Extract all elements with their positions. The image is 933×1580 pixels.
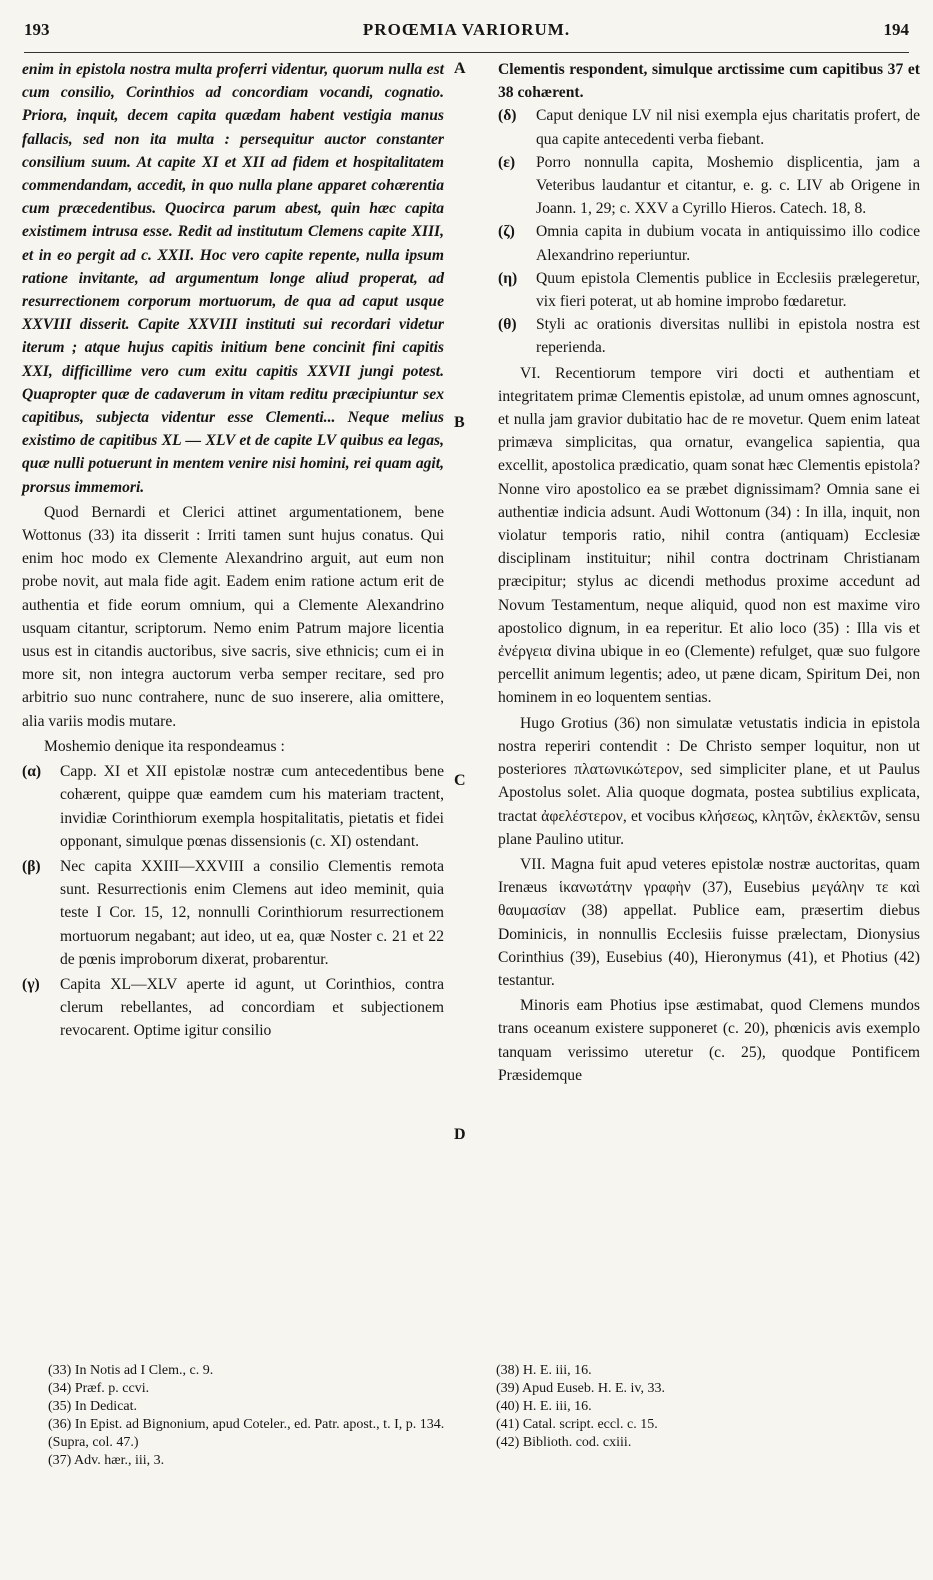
- footnote: (36) In Epist. ad Bignonium, apud Coteler., ed. Patr. apost., t. I, p. 134. (Supra, col. 47.): [48, 1417, 445, 1450]
- footnote: (41) Catal. script. eccl. c. 15.: [496, 1417, 658, 1432]
- item-text: Styli ac orationis diversitas nullibi in epistola nostra est reperienda.: [536, 316, 920, 357]
- marginal-letter-a: A: [454, 60, 466, 77]
- item-text: Omnia capita in dubium vocata in antiquissimo illo codice Alexandrino reperiuntur.: [536, 223, 920, 264]
- footnotes-left: [48, 1362, 468, 1470]
- left-item-alpha: [22, 760, 444, 853]
- item-text: Capp. XI et XII epistolæ nostræ cum antecedentibus bene cohærent, quippe quæ eamdem cum his materiam tractent, invidiæ Corinthiorum exempla hospitalitatis, pietatis et fidei opponant, simulque pœnas dissensionis (c. XI) ostendant.: [60, 763, 444, 850]
- marginal-letter-d: D: [454, 1126, 466, 1143]
- page-number-left: 193: [24, 20, 50, 39]
- right-column: [498, 58, 920, 1087]
- right-item-zeta: [498, 220, 920, 266]
- right-continuation: Clementis respondent, simulque arctissime cum capitibus 37 et 38 cohærent.: [498, 61, 920, 102]
- item-label: (ε): [498, 153, 516, 171]
- right-item-eta: [498, 267, 920, 313]
- page-header: [24, 14, 909, 44]
- footnote: (42) Biblioth. cod. cxiii.: [496, 1435, 632, 1450]
- section-vi-grotius: Hugo Grotius (36) non simulatæ vetustatis indicia in epistola nostra reperiri contendit : De Christo semper loquitur, non ut posteriores πλατωνικώτερον, sed simpliciter plane, et ut Paulus Apostolus solet. Alia quoque dogmata, postea subtilius explicata, tractat ἀφελέστερον, et vocibus κλήσεως, κλητῶν, ἐκλεκτῶν, sensu plane Paulino utitur.: [498, 714, 920, 848]
- left-paragraph-3: Moshemio denique ita respondeamus :: [44, 737, 285, 755]
- item-text: Nec capita XXIII—XXVIII a consilio Clementis remota sunt. Resurrectionis enim Clemens aut ideo meminit, quia teste I Cor. 15, 12, nonnulli Corinthiorum resurrectionem mortuorum negabant; aut ideo, ut ea, quæ Noster c. 21 et 22 de pœnis improborum dixerat, probarentur.: [60, 857, 444, 968]
- right-item-delta: [498, 104, 920, 150]
- section-vii-photius: Minoris eam Photius ipse æstimabat, quod Clemens mundos trans oceanum existere supponeret (c. 20), phœnicis avis exemplo tanquam verissimo uteretur (c. 25), quodque Pontificem Præsidemque: [498, 997, 920, 1084]
- item-label: (α): [22, 763, 42, 781]
- item-text: Quum epistola Clementis publice in Ecclesiis prælegeretur, vix fieri poterat, ut ab homine improbo fœdaretur.: [536, 269, 920, 311]
- item-text: Capita XL—XLV aperte id agunt, ut Corinthios, contra clerum rebellantes, ad concordiam et subjectionem revocarent. Optime igitur consilio: [60, 975, 444, 1040]
- left-item-gamma: [22, 973, 444, 1043]
- item-label: (ζ): [498, 223, 515, 241]
- header-rule: [24, 52, 909, 53]
- marginal-letter-b: B: [454, 414, 465, 431]
- left-column: [22, 58, 444, 1043]
- item-label: (η): [498, 269, 518, 287]
- footnotes-right: [496, 1362, 916, 1452]
- item-label: (δ): [498, 107, 517, 125]
- item-text: Porro nonnulla capita, Moshemio displicentia, jam a Veteribus laudantur et citantur, e. g. c. LIV ab Origene in Joann. 1, 29; c. XXV a Cyrillo Hieros. Catech. 18, 8.: [536, 153, 920, 218]
- left-item-beta: [22, 855, 444, 971]
- footnote: (34) Præf. p. ccvi.: [48, 1381, 150, 1396]
- item-label: (γ): [22, 975, 40, 993]
- footnote: (37) Adv. hær., iii, 3.: [48, 1453, 165, 1468]
- item-label: (θ): [498, 316, 517, 334]
- item-text: Caput denique LV nil nisi exempla ejus charitatis profert, de qua capite antecedenti verba fiebant.: [536, 107, 920, 148]
- footnote: (39) Apud Euseb. H. E. iv, 33.: [496, 1381, 666, 1396]
- footnote: (33) In Notis ad I Clem., c. 9.: [48, 1363, 214, 1378]
- running-title: PROŒMIA VARIORUM.: [362, 20, 571, 39]
- left-paragraph-2: Quod Bernardi et Clerici attinet argumentationem, bene Wottonus (33) ita disserit : Irriti tamen sunt hujus conatus. Qui enim hoc modo ex Clemente Alexandrino arguit, aut eum non probe novit, aut mala fide agit. Eadem enim ratione actum erit de authentia et fide eorum omnium, qui a Clemente Alexandrino usquam citantur, scriptorum. Nemo enim Patrum majore licentia usus est in citandis auctoribus, sive sacris, sive ethnicis; cum ei in more sit, non integra auctorum verba semper recitare, sed pro arbitrio suo nunc contrahere, nunc de suo inserere, alia omittere, alia variis modis mutare.: [22, 503, 444, 730]
- item-label: (β): [22, 857, 41, 875]
- footnote: (35) In Dedicat.: [48, 1399, 138, 1414]
- right-item-theta: [498, 313, 920, 359]
- page-number-right: 194: [883, 20, 909, 39]
- left-paragraph-1: enim in epistola nostra multa proferri videntur, quorum nulla est cum consilio, Corinthios ad concordiam vocandi, cognatio. Priora, inquit, decem capita quædam habent vestigia manus fallacis, sed non ita multa : persequitur auctor constanter consilium suum. At capite XI et XII ad fidem et hospitalitatem commendandam, accedit, in quo nulla plane apparet cohærentia cum præcedentibus. Quocirca parum abest, quin hæc capita existimem intrusa esse. Redit ad institutum Clemens capite XIII, et in eo pergit ad c. XXII. Hoc vero capite repente, nulla ipsum ratione invitante, ad argumentum longe aliud properat, ad resurrectionem corporum mortuorum, de qua ad caput usque XXVIII disserit. Capite XXVIII instituti sui recordari videtur iterum ; atque hujus capitis initium bene concinit fini capitis XXI, difficillime vero cum exitu capitis XXVII jungi potest. Quapropter quæ de cadaverum in vitam reditu præcipiuntur sex capitibus, subjecta videntur esse Clementi... Neque melius existimo de capitibus XL — XLV et de capite LV quibus ea legas, quæ nulli potuerunt in mentem venire nisi homini, rei quam agit, prorsus immemori.: [22, 61, 444, 496]
- footnote: (40) H. E. iii, 16.: [496, 1399, 592, 1414]
- right-item-epsilon: [498, 151, 920, 221]
- section-vi: VI. Recentiorum tempore viri docti et authentiam et integritatem primæ Clementis epistolæ, ad unum omnes agnoscunt, et nulla jam gravior dubitatio hac de re movetur. Quem enim lateat primæva simplicitas, qua ornatur, evangelica sapientia, qua excellit, apostolica prædicatio, quam sonat hæc Clementis epistola? Nonne viro apostolico ea se præbet dignissimam? Omnia sane ei authentiæ indicia adsunt. Audi Wottonum (34) : In illa, inquit, non violatur temporis ratio, nihil contra (antiquam) Ecclesiæ disciplinam instituitur; nihil contra doctrinam Christianam præcipitur; stylus ac dicendi methodus proxime accedunt ad Novum Testamentum, neque aliquid, quod non est maxime viro apostolico dignum, in ea reperitur. Et alio loco (35) : Illa vis et ἐνέργεια divina ubique in eo (Clemente) refulget, quæ suo fulgore percellit animum legentis; adeo, ut pæne dicam, Spiritum Dei, non hominem in eo loquentem sentias.: [498, 364, 920, 707]
- footnote: (38) H. E. iii, 16.: [496, 1363, 592, 1378]
- marginal-letter-c: C: [454, 772, 466, 789]
- section-vii: VII. Magna fuit apud veteres epistolæ nostræ auctoritas, quam Irenæus ἱκανωτάτην γραφὴν (37), Eusebius μεγάλην τε καὶ θαυμασίαν (38) appellat. Publice eam, præsertim diebus Dominicis, in nonnullis Ecclesiis fuisse prælectam, Dionysius Corinthius (39), Eusebius (40), Hieronymus (41), et Photius (42) testantur.: [498, 855, 920, 989]
